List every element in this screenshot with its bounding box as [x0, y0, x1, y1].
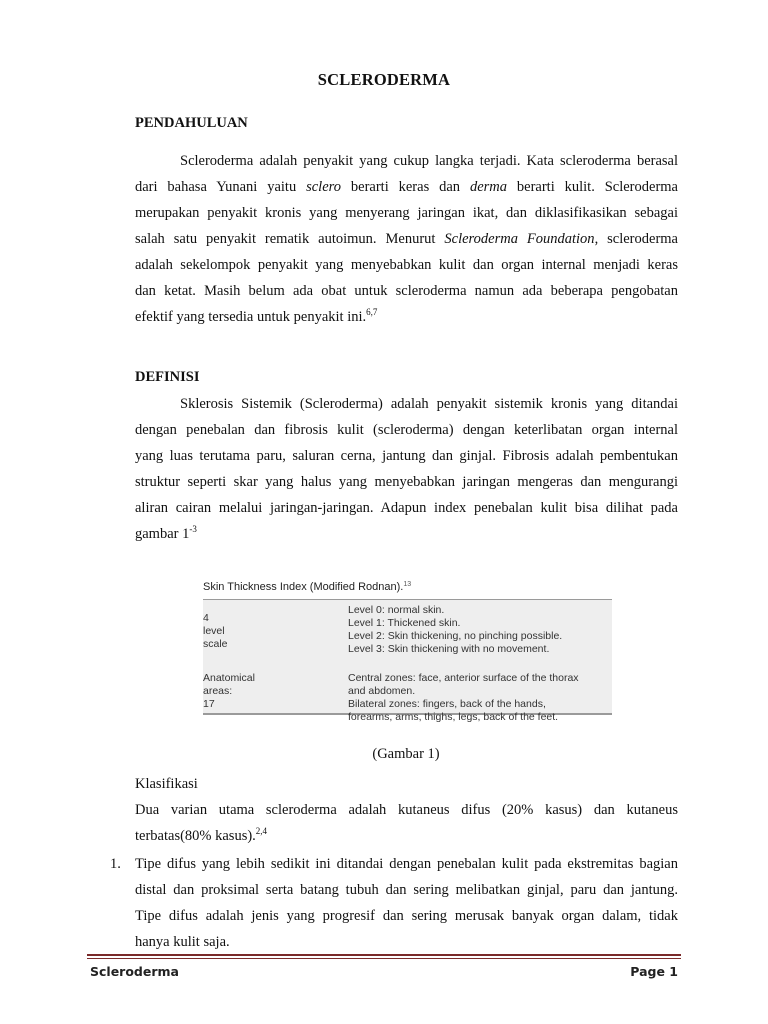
citation-ref: -3	[189, 524, 197, 534]
footer-rule	[87, 954, 681, 959]
paragraph-line: adalah sekelompok penyakit yang menyebabkan kulit dan organ internal menjadi keras	[135, 257, 678, 273]
paragraph-line: Dua varian utama scleroderma adalah kutaneus difus (20% kasus) dan kutaneus	[135, 802, 678, 818]
table-cell-areas: Anatomical areas: 17	[203, 672, 255, 710]
paragraph-pendahuluan	[135, 148, 678, 330]
figure-table	[203, 599, 612, 723]
paragraph-line: merupakan penyakit kronis yang menyerang jaringan ikat, dan diklasifikasikan sebagai	[135, 205, 678, 221]
paragraph-line: distal dan proksimal serta batang tubuh dan sering melibatkan ginjal, paru dan jantung.	[135, 882, 678, 898]
paragraph-line: terbatas(80% kasus).$^{2,4}$	[135, 826, 268, 844]
paragraph-line: yang luas terutama paru, saluran cerna, jantung dan ginjal. Fibrosis adalah pembentukan	[135, 448, 678, 464]
table-cell-scale: 4 level scale	[203, 612, 228, 650]
paragraph-line: dari bahasa Yunani yaitu sclero berarti keras dan derma berarti kulit. Scleroderma	[135, 179, 678, 195]
footer-title: Scleroderma	[90, 964, 179, 979]
paragraph-line: struktur seperti skar yang halus yang menyebabkan jaringan mengeras dan mengurangi	[135, 474, 678, 490]
paragraph-line: salah satu penyakit rematik autoimun. Menurut Scleroderma Foundation, scleroderma	[135, 231, 678, 247]
table-cell-zones: Central zones: face, anterior surface of the thorax and abdomen. Bilateral zones: fingers, back of the hands, forearms, arms, thighs, legs, back of the feet.	[348, 672, 579, 723]
section-heading-pendahuluan: PENDAHULUAN	[135, 115, 248, 131]
paragraph-definisi	[135, 391, 678, 547]
section-heading-definisi: DEFINISI	[135, 369, 200, 385]
page-number: Page 1	[630, 964, 678, 979]
klasifikasi-block	[135, 771, 678, 849]
paragraph-line: dengan penebalan dan fibrosis kulit (scleroderma) dengan keterlibatan organ internal	[135, 422, 678, 438]
figure-label: (Gambar 1)	[372, 746, 440, 762]
paragraph-line: Tipe difus yang lebih sedikit ini ditandai dengan penebalan kulit pada ekstremitas bagian	[135, 856, 678, 872]
paragraph-line: efektif yang tersedia untuk penyakit ini.$^{6,7}$	[135, 307, 378, 325]
figure-caption: Skin Thickness Index (Modified Rodnan).$^{13}$	[203, 581, 412, 593]
klasifikasi-heading: Klasifikasi	[135, 776, 198, 792]
citation-ref: 6,7	[366, 307, 378, 317]
list-item-text	[135, 851, 678, 955]
paragraph-line: Tipe difus adalah jenis yang progresif dan sering merusak banyak organ dalam, tidak	[135, 908, 678, 924]
paragraph-line: Scleroderma adalah penyakit yang cukup langka terjadi. Kata scleroderma berasal	[180, 153, 678, 169]
list-number: 1.	[110, 856, 121, 872]
paragraph-line: hanya kulit saja.	[135, 934, 230, 950]
table-cell-levels: Level 0: normal skin. Level 1: Thickened skin. Level 2: Skin thickening, no pinching possible. Level 3: Skin thickening with no movement.	[348, 604, 563, 655]
citation-ref: 2,4	[255, 826, 268, 836]
figure-skin-thickness-index	[203, 578, 612, 738]
paragraph-line: dan ketat. Masih belum ada obat untuk scleroderma namun ada beberapa pengobatan	[135, 283, 678, 299]
klasifikasi-text	[135, 797, 678, 849]
paragraph-line: gambar $1^{-3}$	[135, 524, 197, 542]
paragraph-line: Sklerosis Sistemik (Scleroderma) adalah penyakit sistemik kronis yang ditandai	[180, 396, 678, 412]
paragraph-line: aliran cairan melalui jaringan-jaringan. Adapun index penebalan kulit bisa dilihat pada	[135, 500, 678, 516]
document-title: SCLERODERMA	[317, 70, 451, 89]
